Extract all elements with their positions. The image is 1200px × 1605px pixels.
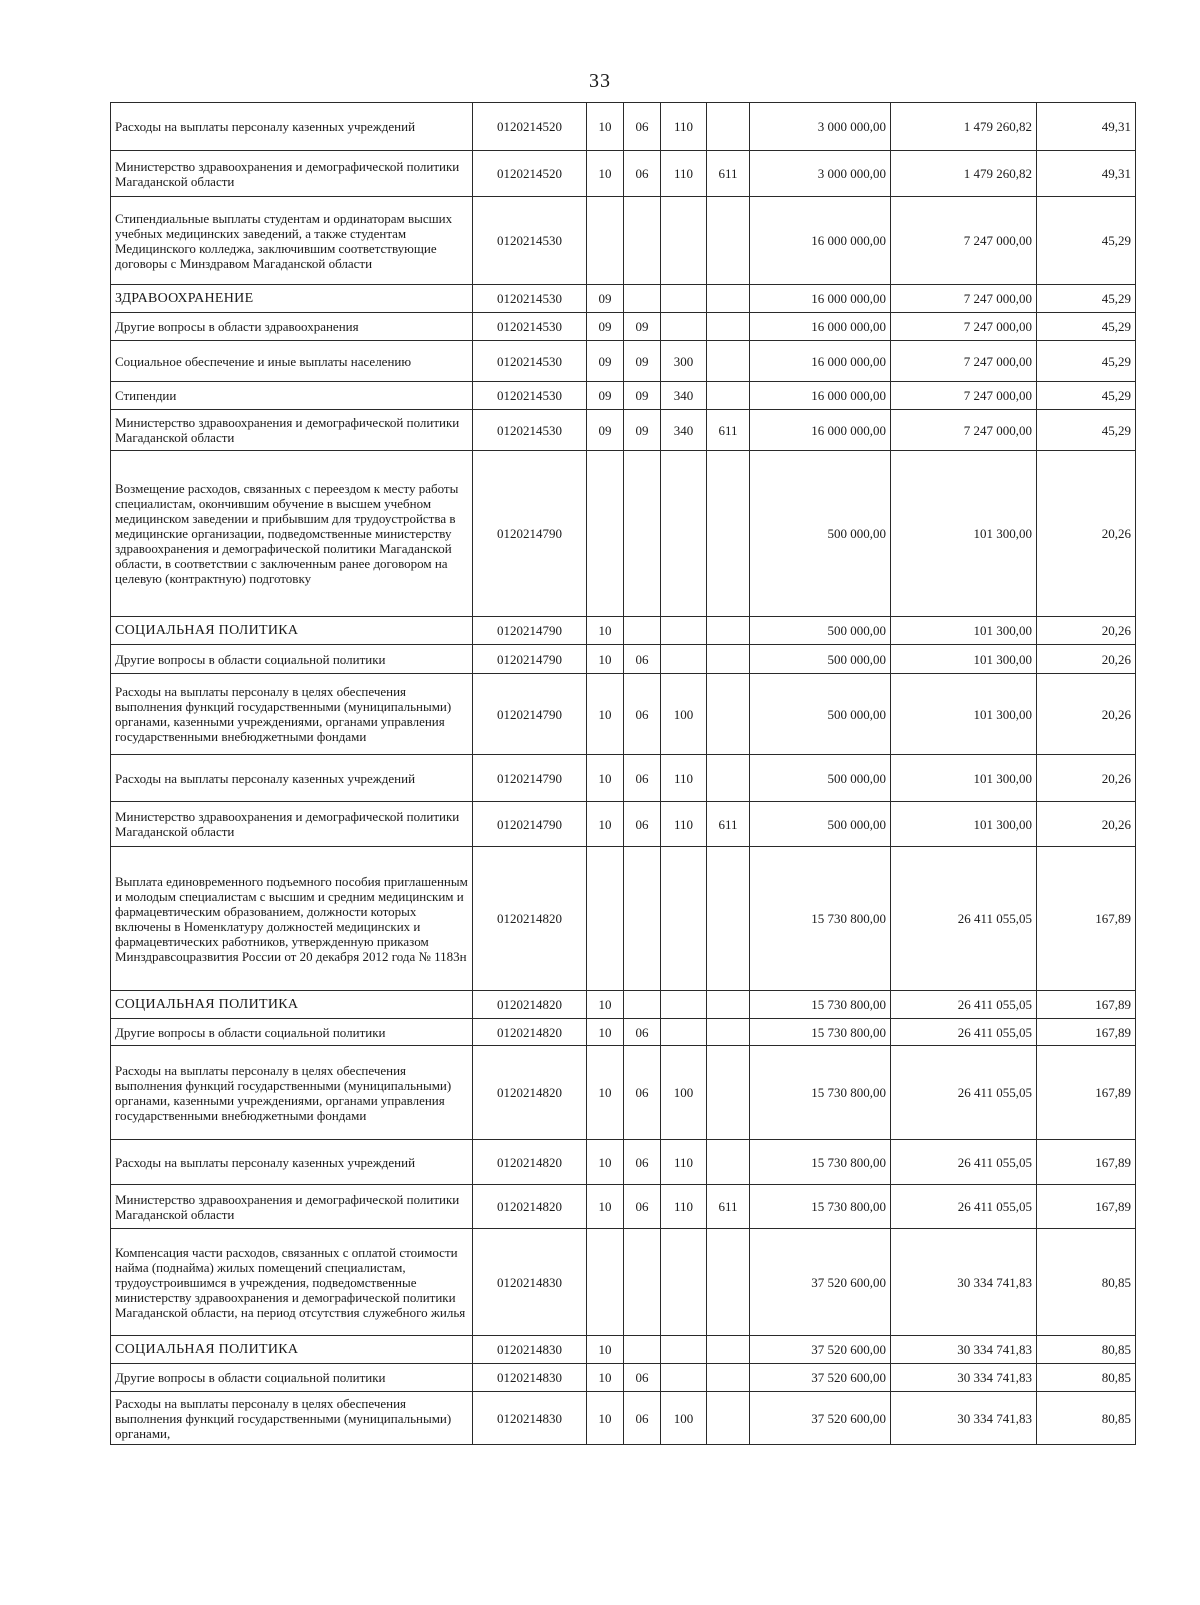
expense-type-code: 340 <box>661 382 707 410</box>
section-code <box>587 197 624 285</box>
execution-percent: 80,85 <box>1037 1336 1136 1364</box>
administrator-code <box>707 1364 750 1392</box>
executed-amount: 7 247 000,00 <box>891 382 1037 410</box>
expense-name: СОЦИАЛЬНАЯ ПОЛИТИКА <box>111 1336 473 1364</box>
administrator-code <box>707 847 750 991</box>
administrator-code <box>707 1336 750 1364</box>
section-code: 10 <box>587 1364 624 1392</box>
administrator-code <box>707 991 750 1019</box>
executed-amount: 101 300,00 <box>891 802 1037 847</box>
subsection-code <box>624 617 661 645</box>
subsection-code: 09 <box>624 410 661 451</box>
executed-amount: 26 411 055,05 <box>891 991 1037 1019</box>
table-row <box>111 847 1136 991</box>
execution-percent: 80,85 <box>1037 1392 1136 1445</box>
subsection-code: 09 <box>624 382 661 410</box>
execution-percent: 45,29 <box>1037 197 1136 285</box>
table-row <box>111 103 1136 151</box>
executed-amount: 7 247 000,00 <box>891 313 1037 341</box>
execution-percent: 80,85 <box>1037 1364 1136 1392</box>
section-code: 10 <box>587 1019 624 1046</box>
target-article-code: 0120214830 <box>473 1364 587 1392</box>
planned-amount: 37 520 600,00 <box>750 1336 891 1364</box>
expense-name: Министерство здравоохранения и демографической политики Магаданской области <box>111 151 473 197</box>
expense-name: Министерство здравоохранения и демографической политики Магаданской области <box>111 410 473 451</box>
administrator-code <box>707 1392 750 1445</box>
administrator-code: 611 <box>707 410 750 451</box>
execution-percent: 167,89 <box>1037 1046 1136 1140</box>
executed-amount: 30 334 741,83 <box>891 1392 1037 1445</box>
section-code: 10 <box>587 1140 624 1185</box>
administrator-code <box>707 617 750 645</box>
subsection-code: 06 <box>624 103 661 151</box>
administrator-code <box>707 1046 750 1140</box>
section-code <box>587 451 624 617</box>
target-article-code: 0120214820 <box>473 1019 587 1046</box>
subsection-code: 06 <box>624 1140 661 1185</box>
expense-name: СОЦИАЛЬНАЯ ПОЛИТИКА <box>111 617 473 645</box>
planned-amount: 37 520 600,00 <box>750 1392 891 1445</box>
administrator-code <box>707 313 750 341</box>
planned-amount: 500 000,00 <box>750 802 891 847</box>
execution-percent: 45,29 <box>1037 341 1136 382</box>
section-code: 10 <box>587 755 624 802</box>
target-article-code: 0120214530 <box>473 341 587 382</box>
table-row <box>111 1336 1136 1364</box>
execution-percent: 20,26 <box>1037 451 1136 617</box>
section-code: 09 <box>587 313 624 341</box>
executed-amount: 26 411 055,05 <box>891 1046 1037 1140</box>
expense-type-code: 110 <box>661 103 707 151</box>
subsection-code <box>624 197 661 285</box>
subsection-code <box>624 847 661 991</box>
subsection-code: 06 <box>624 1392 661 1445</box>
execution-percent: 49,31 <box>1037 151 1136 197</box>
expense-name: Стипендиальные выплаты студентам и ординаторам высших учебных медицинских заведений, а также студентам Медицинского колледжа, заключившим соответствующие договоры с Минздравом Магаданской области <box>111 197 473 285</box>
expense-type-code: 100 <box>661 1046 707 1140</box>
section-code: 10 <box>587 617 624 645</box>
administrator-code <box>707 1229 750 1336</box>
planned-amount: 500 000,00 <box>750 755 891 802</box>
executed-amount: 7 247 000,00 <box>891 410 1037 451</box>
expense-name: Выплата единовременного подъемного пособия приглашенным и молодым специалистам с высшим и средним медицинским и фармацевтическим образованием, должности которых включены в Номенклатуру должностей медицинских и фармацевтических работников, утвержденную приказом Минздравсоцразвития России от 20 декабря 2012 года № 1183н <box>111 847 473 991</box>
execution-percent: 167,89 <box>1037 991 1136 1019</box>
executed-amount: 7 247 000,00 <box>891 285 1037 313</box>
planned-amount: 500 000,00 <box>750 451 891 617</box>
target-article-code: 0120214790 <box>473 802 587 847</box>
execution-percent: 167,89 <box>1037 1140 1136 1185</box>
executed-amount: 101 300,00 <box>891 617 1037 645</box>
expense-type-code: 110 <box>661 1140 707 1185</box>
planned-amount: 37 520 600,00 <box>750 1229 891 1336</box>
section-code: 09 <box>587 410 624 451</box>
expense-type-code: 110 <box>661 151 707 197</box>
expense-type-code <box>661 285 707 313</box>
executed-amount: 26 411 055,05 <box>891 847 1037 991</box>
expense-type-code <box>661 1019 707 1046</box>
subsection-code: 06 <box>624 151 661 197</box>
executed-amount: 26 411 055,05 <box>891 1140 1037 1185</box>
table-body <box>111 103 1136 1445</box>
expense-type-code <box>661 991 707 1019</box>
administrator-code <box>707 645 750 674</box>
executed-amount: 7 247 000,00 <box>891 341 1037 382</box>
expense-name: Возмещение расходов, связанных с переездом к месту работы специалистам, окончившим обучение в высшем учебном медицинском заведении и прибывшим для трудоустройства в медицинские организации, подведомственные министерству здравоохранения и демографической политики Магаданской области, в соответствии с заключенным ранее договором на целевую (контрактную) подготовку <box>111 451 473 617</box>
section-code: 10 <box>587 674 624 755</box>
execution-percent: 45,29 <box>1037 382 1136 410</box>
administrator-code: 611 <box>707 1185 750 1229</box>
expense-type-code <box>661 1229 707 1336</box>
expense-name: Расходы на выплаты персоналу казенных учреждений <box>111 103 473 151</box>
executed-amount: 1 479 260,82 <box>891 151 1037 197</box>
expense-name: Другие вопросы в области здравоохранения <box>111 313 473 341</box>
administrator-code: 611 <box>707 802 750 847</box>
target-article-code: 0120214790 <box>473 755 587 802</box>
target-article-code: 0120214530 <box>473 410 587 451</box>
target-article-code: 0120214530 <box>473 313 587 341</box>
section-code: 09 <box>587 382 624 410</box>
execution-percent: 20,26 <box>1037 755 1136 802</box>
planned-amount: 500 000,00 <box>750 617 891 645</box>
execution-percent: 20,26 <box>1037 617 1136 645</box>
target-article-code: 0120214530 <box>473 382 587 410</box>
execution-percent: 20,26 <box>1037 645 1136 674</box>
executed-amount: 1 479 260,82 <box>891 103 1037 151</box>
table-row <box>111 1364 1136 1392</box>
expense-name: Компенсация части расходов, связанных с оплатой стоимости найма (поднайма) жилых помещений специалистам, трудоустроившимся в учреждения, подведомственные министерству здравоохранения и демографической политики Магаданской области, на период отсутствия служебного жилья <box>111 1229 473 1336</box>
section-code: 10 <box>587 151 624 197</box>
executed-amount: 26 411 055,05 <box>891 1185 1037 1229</box>
expense-name: Министерство здравоохранения и демографической политики Магаданской области <box>111 802 473 847</box>
administrator-code <box>707 103 750 151</box>
expense-type-code <box>661 847 707 991</box>
expense-type-code <box>661 1364 707 1392</box>
administrator-code <box>707 674 750 755</box>
expense-type-code: 100 <box>661 1392 707 1445</box>
subsection-code: 06 <box>624 645 661 674</box>
administrator-code <box>707 755 750 802</box>
executed-amount: 30 334 741,83 <box>891 1364 1037 1392</box>
target-article-code: 0120214820 <box>473 1140 587 1185</box>
expense-type-code <box>661 197 707 285</box>
executed-amount: 101 300,00 <box>891 645 1037 674</box>
planned-amount: 3 000 000,00 <box>750 103 891 151</box>
planned-amount: 16 000 000,00 <box>750 197 891 285</box>
table-row <box>111 410 1136 451</box>
subsection-code <box>624 285 661 313</box>
expense-type-code: 110 <box>661 1185 707 1229</box>
executed-amount: 101 300,00 <box>891 451 1037 617</box>
table-row <box>111 645 1136 674</box>
section-code: 09 <box>587 285 624 313</box>
execution-percent: 45,29 <box>1037 410 1136 451</box>
expense-name: Расходы на выплаты персоналу в целях обеспечения выполнения функций государственными (муниципальными) органами, <box>111 1392 473 1445</box>
target-article-code: 0120214530 <box>473 285 587 313</box>
planned-amount: 500 000,00 <box>750 674 891 755</box>
planned-amount: 15 730 800,00 <box>750 1019 891 1046</box>
planned-amount: 15 730 800,00 <box>750 847 891 991</box>
table-row <box>111 382 1136 410</box>
execution-percent: 45,29 <box>1037 285 1136 313</box>
table-row <box>111 1140 1136 1185</box>
planned-amount: 15 730 800,00 <box>750 1140 891 1185</box>
subsection-code <box>624 1229 661 1336</box>
page-number: 33 <box>589 70 611 92</box>
table-row <box>111 341 1136 382</box>
administrator-code <box>707 285 750 313</box>
executed-amount: 30 334 741,83 <box>891 1336 1037 1364</box>
expense-name: Другие вопросы в области социальной политики <box>111 1019 473 1046</box>
planned-amount: 15 730 800,00 <box>750 991 891 1019</box>
planned-amount: 16 000 000,00 <box>750 410 891 451</box>
expense-type-code <box>661 617 707 645</box>
expense-type-code: 100 <box>661 674 707 755</box>
subsection-code: 06 <box>624 755 661 802</box>
section-code: 10 <box>587 1336 624 1364</box>
target-article-code: 0120214820 <box>473 1046 587 1140</box>
section-code: 10 <box>587 1392 624 1445</box>
executed-amount: 26 411 055,05 <box>891 1019 1037 1046</box>
subsection-code: 06 <box>624 1019 661 1046</box>
execution-percent: 167,89 <box>1037 847 1136 991</box>
execution-percent: 167,89 <box>1037 1019 1136 1046</box>
section-code: 09 <box>587 341 624 382</box>
section-code: 10 <box>587 1185 624 1229</box>
target-article-code: 0120214830 <box>473 1336 587 1364</box>
planned-amount: 500 000,00 <box>750 645 891 674</box>
execution-percent: 80,85 <box>1037 1229 1136 1336</box>
subsection-code <box>624 1336 661 1364</box>
subsection-code: 06 <box>624 674 661 755</box>
table-row <box>111 617 1136 645</box>
subsection-code: 06 <box>624 1185 661 1229</box>
planned-amount: 37 520 600,00 <box>750 1364 891 1392</box>
planned-amount: 16 000 000,00 <box>750 285 891 313</box>
target-article-code: 0120214790 <box>473 617 587 645</box>
expense-name: Социальное обеспечение и иные выплаты населению <box>111 341 473 382</box>
planned-amount: 15 730 800,00 <box>750 1046 891 1140</box>
table-row <box>111 1185 1136 1229</box>
table-row <box>111 151 1136 197</box>
expense-type-code <box>661 645 707 674</box>
expense-name: СОЦИАЛЬНАЯ ПОЛИТИКА <box>111 991 473 1019</box>
administrator-code <box>707 1019 750 1046</box>
table-row <box>111 1046 1136 1140</box>
table-row <box>111 1229 1136 1336</box>
table-row <box>111 197 1136 285</box>
table-row <box>111 1019 1136 1046</box>
table-row <box>111 802 1136 847</box>
subsection-code <box>624 991 661 1019</box>
section-code: 10 <box>587 103 624 151</box>
administrator-code <box>707 382 750 410</box>
administrator-code <box>707 451 750 617</box>
section-code: 10 <box>587 802 624 847</box>
table-row <box>111 674 1136 755</box>
target-article-code: 0120214530 <box>473 197 587 285</box>
target-article-code: 0120214520 <box>473 151 587 197</box>
planned-amount: 16 000 000,00 <box>750 313 891 341</box>
target-article-code: 0120214790 <box>473 674 587 755</box>
expense-type-code <box>661 1336 707 1364</box>
administrator-code <box>707 1140 750 1185</box>
expense-name: ЗДРАВООХРАНЕНИЕ <box>111 285 473 313</box>
execution-percent: 45,29 <box>1037 313 1136 341</box>
expense-type-code: 110 <box>661 802 707 847</box>
target-article-code: 0120214830 <box>473 1229 587 1336</box>
target-article-code: 0120214790 <box>473 645 587 674</box>
expense-type-code: 110 <box>661 755 707 802</box>
expense-type-code: 300 <box>661 341 707 382</box>
expense-name: Расходы на выплаты персоналу казенных учреждений <box>111 755 473 802</box>
target-article-code: 0120214520 <box>473 103 587 151</box>
expense-type-code <box>661 451 707 617</box>
expense-name: Другие вопросы в области социальной политики <box>111 1364 473 1392</box>
table-row <box>111 313 1136 341</box>
administrator-code <box>707 341 750 382</box>
section-code: 10 <box>587 1046 624 1140</box>
executed-amount: 101 300,00 <box>891 674 1037 755</box>
expense-name: Стипендии <box>111 382 473 410</box>
target-article-code: 0120214790 <box>473 451 587 617</box>
subsection-code: 09 <box>624 341 661 382</box>
subsection-code <box>624 451 661 617</box>
execution-percent: 20,26 <box>1037 802 1136 847</box>
target-article-code: 0120214820 <box>473 1185 587 1229</box>
target-article-code: 0120214820 <box>473 847 587 991</box>
subsection-code: 06 <box>624 1364 661 1392</box>
execution-percent: 167,89 <box>1037 1185 1136 1229</box>
expense-name: Расходы на выплаты персоналу в целях обеспечения выполнения функций государственными (муниципальными) органами, казенными учреждениями, органами управления государственными внебюджетными фондами <box>111 1046 473 1140</box>
section-code <box>587 1229 624 1336</box>
administrator-code: 611 <box>707 151 750 197</box>
executed-amount: 30 334 741,83 <box>891 1229 1037 1336</box>
execution-percent: 20,26 <box>1037 674 1136 755</box>
subsection-code: 06 <box>624 802 661 847</box>
table-row <box>111 285 1136 313</box>
execution-percent: 49,31 <box>1037 103 1136 151</box>
expense-name: Другие вопросы в области социальной политики <box>111 645 473 674</box>
target-article-code: 0120214820 <box>473 991 587 1019</box>
planned-amount: 3 000 000,00 <box>750 151 891 197</box>
planned-amount: 16 000 000,00 <box>750 382 891 410</box>
table-row <box>111 451 1136 617</box>
target-article-code: 0120214830 <box>473 1392 587 1445</box>
planned-amount: 16 000 000,00 <box>750 341 891 382</box>
executed-amount: 7 247 000,00 <box>891 197 1037 285</box>
administrator-code <box>707 197 750 285</box>
table-row <box>111 991 1136 1019</box>
expense-name: Министерство здравоохранения и демографической политики Магаданской области <box>111 1185 473 1229</box>
expense-name: Расходы на выплаты персоналу казенных учреждений <box>111 1140 473 1185</box>
planned-amount: 15 730 800,00 <box>750 1185 891 1229</box>
expense-name: Расходы на выплаты персоналу в целях обеспечения выполнения функций государственными (муниципальными) органами, казенными учреждениями, органами управления государственными внебюджетными фондами <box>111 674 473 755</box>
expense-type-code <box>661 313 707 341</box>
expense-type-code: 340 <box>661 410 707 451</box>
table-row <box>111 755 1136 802</box>
section-code: 10 <box>587 645 624 674</box>
section-code <box>587 847 624 991</box>
section-code: 10 <box>587 991 624 1019</box>
executed-amount: 101 300,00 <box>891 755 1037 802</box>
subsection-code: 06 <box>624 1046 661 1140</box>
table-row <box>111 1392 1136 1445</box>
budget-table <box>110 102 1136 1445</box>
subsection-code: 09 <box>624 313 661 341</box>
